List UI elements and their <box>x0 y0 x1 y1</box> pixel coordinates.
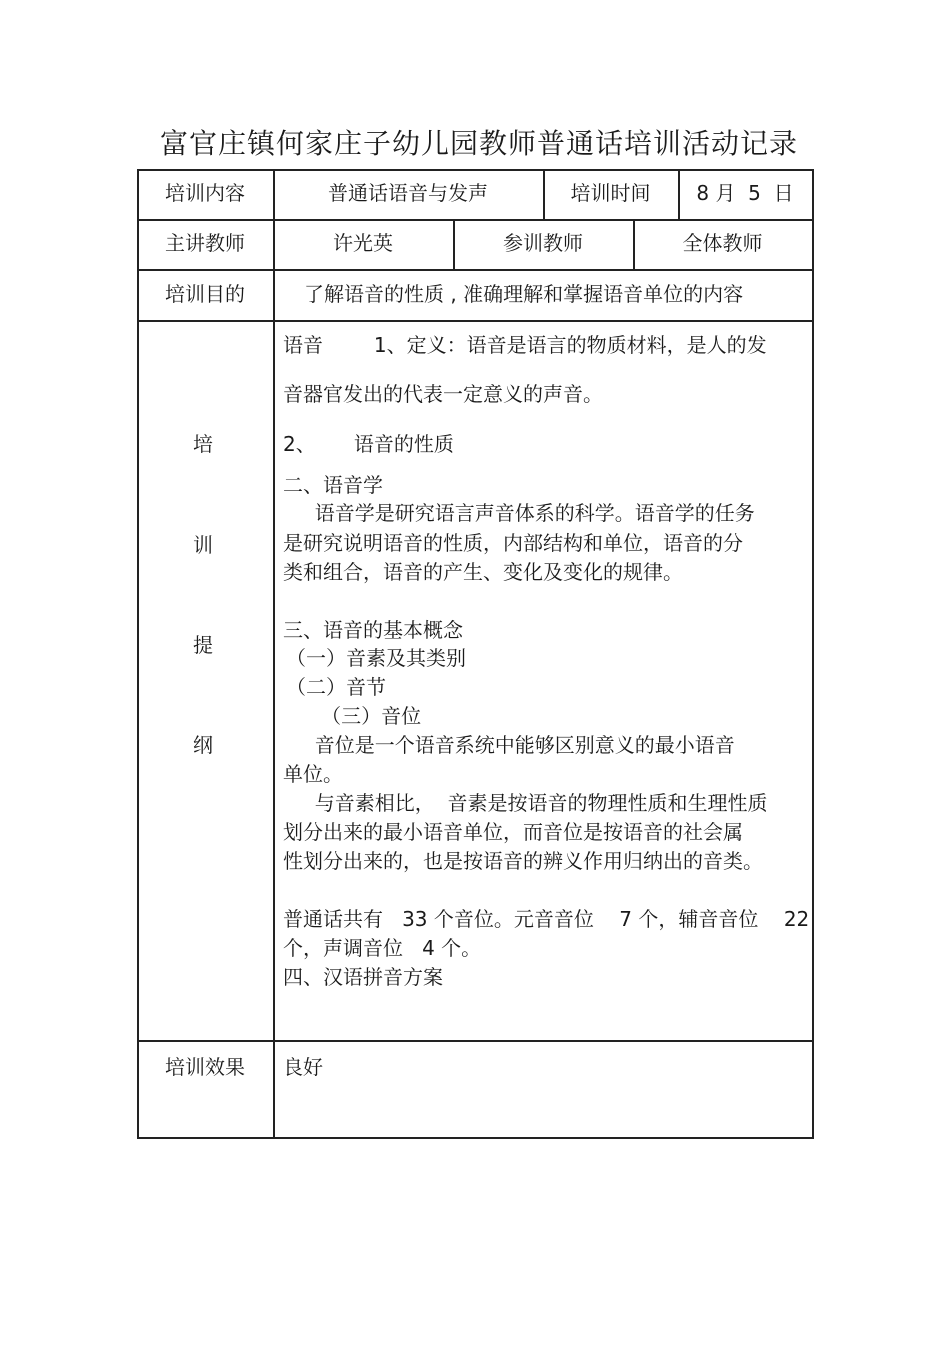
row-divider <box>137 269 814 271</box>
outline-line: 个，声调音位 4 个。 <box>283 936 482 960</box>
table-border-left <box>137 169 139 1138</box>
participants-value: 全体教师 <box>682 231 763 255</box>
page-title: 富官庄镇何家庄子幼儿园教师普通话培训活动记录 <box>160 127 799 160</box>
table-border-right <box>812 169 814 1138</box>
outline-line: 四、汉语拼音方案 <box>283 965 443 989</box>
lecturer-label: 主讲教师 <box>165 231 245 255</box>
table-border-bottom <box>137 1137 814 1139</box>
outline-line: （一）音素及其类别 <box>286 646 466 670</box>
result-value: 良好 <box>283 1055 323 1079</box>
outline-line: 性划分出来的，也是按语音的辨义作用归纳出的音类。 <box>283 849 763 873</box>
outline-label-char: 训 <box>193 533 213 557</box>
outline-label-char: 提 <box>193 633 213 657</box>
table-border-top <box>137 169 814 171</box>
outline-line: 语音学是研究语言声音体系的科学。语音学的任务 <box>283 501 755 525</box>
row-divider <box>137 320 814 322</box>
outline-line: 单位。 <box>283 762 343 786</box>
lecturer-value: 许光英 <box>333 231 393 255</box>
purpose-value: 了解语音的性质 , 准确理解和掌握语音单位的内容 <box>304 282 744 306</box>
outline-line: 二、语音学 <box>283 473 383 497</box>
row-divider <box>137 1040 814 1042</box>
label-column-divider <box>273 169 275 1138</box>
outline-label-char: 培 <box>193 432 213 456</box>
outline-line: 划分出来的最小语音单位，而音位是按语音的社会属 <box>283 820 743 844</box>
row-divider <box>137 219 814 221</box>
time-value: 8 月 5 日 <box>696 181 794 205</box>
outline-line: 音位是一个语音系统中能够区别意义的最小语音 <box>283 733 735 757</box>
outline-line: 音器官发出的代表一定意义的声音。 <box>283 382 603 406</box>
time-label: 培训时间 <box>570 181 651 205</box>
outline-line: 语音 1、定义：语音是语言的物质材料，是人的发 <box>283 333 767 357</box>
outline-line: 2、 语音的性质 <box>283 432 454 456</box>
purpose-label: 培训目的 <box>165 282 245 306</box>
outline-line: （三）音位 <box>283 704 422 728</box>
participants-label: 参训教师 <box>503 231 583 255</box>
outline-line: （二）音节 <box>286 675 386 699</box>
outline-line: 普通话共有 33 个音位。元音音位 7 个，辅音音位 22 <box>283 907 810 931</box>
outline-label-char: 纲 <box>193 733 213 757</box>
outline-line: 是研究说明语音的性质，内部结构和单位，语音的分 <box>283 531 743 555</box>
result-label: 培训效果 <box>165 1055 245 1079</box>
outline-line: 类和组合，语音的产生、变化及变化的规律。 <box>283 560 683 584</box>
outline-line: 与音素相比， 音素是按语音的物理性质和生理性质 <box>283 791 768 815</box>
content-label: 培训内容 <box>165 181 245 205</box>
content-value: 普通话语音与发声 <box>328 181 488 205</box>
outline-line: 三、语音的基本概念 <box>283 618 463 642</box>
